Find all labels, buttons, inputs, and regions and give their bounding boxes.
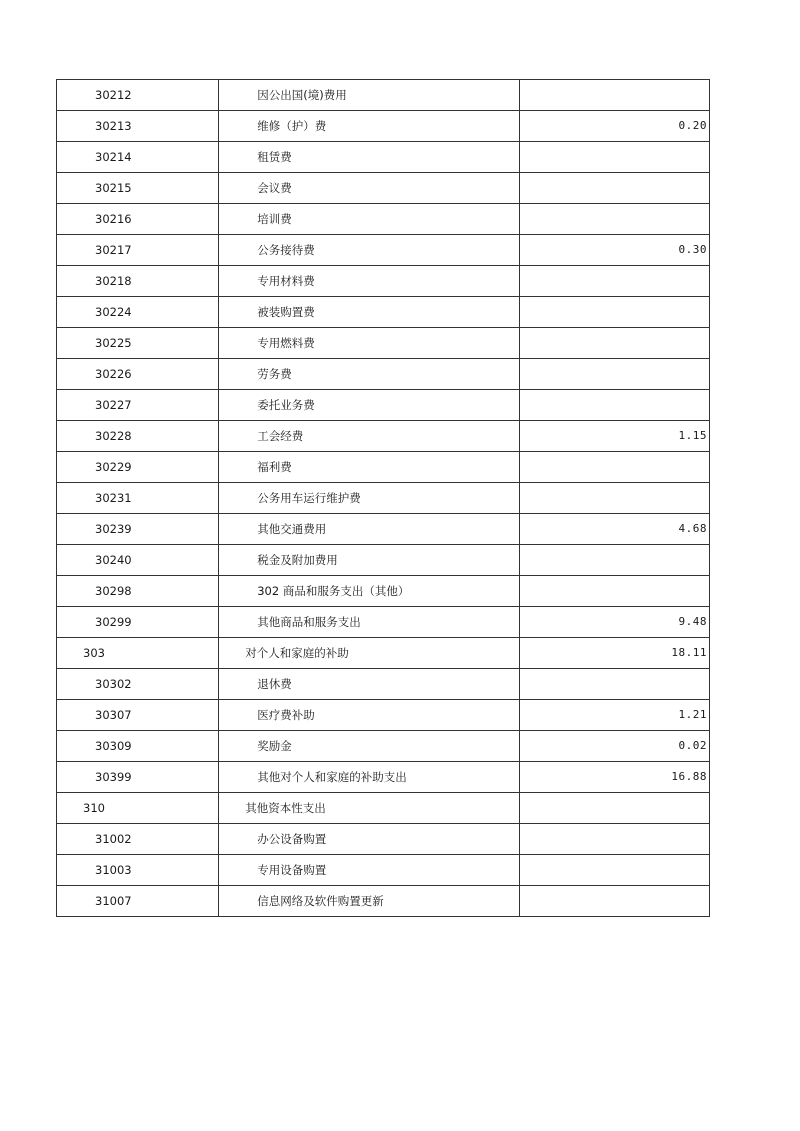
- amount-cell: [519, 483, 709, 514]
- amount-cell: [519, 886, 709, 917]
- account-code-cell: 310: [57, 793, 219, 824]
- amount-cell: [519, 80, 709, 111]
- account-code-cell: 30299: [57, 607, 219, 638]
- table-row: [57, 483, 710, 514]
- account-code-cell: 30225: [57, 328, 219, 359]
- table-row: [57, 545, 710, 576]
- table-row: [57, 266, 710, 297]
- table-row: [57, 793, 710, 824]
- table-row: [57, 359, 710, 390]
- account-code-cell: 30212: [57, 80, 219, 111]
- amount-cell: 4.68: [519, 514, 709, 545]
- account-name-cell: 对个人和家庭的补助: [219, 638, 519, 669]
- table-row: [57, 235, 710, 266]
- account-name-cell: 被装购置费: [219, 297, 519, 328]
- amount-cell: [519, 452, 709, 483]
- amount-cell: [519, 328, 709, 359]
- account-code-cell: 30226: [57, 359, 219, 390]
- table-row: [57, 421, 710, 452]
- table-row: [57, 700, 710, 731]
- table-row: [57, 762, 710, 793]
- account-name-cell: 培训费: [219, 204, 519, 235]
- amount-cell: 0.20: [519, 111, 709, 142]
- account-code-cell: 30307: [57, 700, 219, 731]
- account-name-cell: 办公设备购置: [219, 824, 519, 855]
- account-code-cell: 31002: [57, 824, 219, 855]
- account-code-cell: 30216: [57, 204, 219, 235]
- table-row: [57, 669, 710, 700]
- account-code-cell: 30217: [57, 235, 219, 266]
- account-name-cell: 会议费: [219, 173, 519, 204]
- account-name-cell: 维修（护）费: [219, 111, 519, 142]
- table-row: [57, 204, 710, 235]
- amount-cell: [519, 266, 709, 297]
- amount-cell: [519, 855, 709, 886]
- account-name-cell: 公务用车运行维护费: [219, 483, 519, 514]
- account-name-cell: 因公出国(境)费用: [219, 80, 519, 111]
- amount-cell: [519, 669, 709, 700]
- account-name-cell: 租赁费: [219, 142, 519, 173]
- account-name-cell: 其他资本性支出: [219, 793, 519, 824]
- table-row: [57, 328, 710, 359]
- table-row: [57, 607, 710, 638]
- amount-cell: [519, 824, 709, 855]
- amount-cell: 1.21: [519, 700, 709, 731]
- account-code-cell: 30213: [57, 111, 219, 142]
- account-code-cell: 30240: [57, 545, 219, 576]
- amount-cell: [519, 297, 709, 328]
- account-code-cell: 303: [57, 638, 219, 669]
- amount-cell: 9.48: [519, 607, 709, 638]
- account-name-cell: 工会经费: [219, 421, 519, 452]
- table-row: [57, 297, 710, 328]
- amount-cell: 0.30: [519, 235, 709, 266]
- table-row: [57, 390, 710, 421]
- account-name-cell: 劳务费: [219, 359, 519, 390]
- table-row: [57, 80, 710, 111]
- account-name-cell: 其他商品和服务支出: [219, 607, 519, 638]
- table-row: [57, 886, 710, 917]
- account-code-cell: 30239: [57, 514, 219, 545]
- table-row: [57, 452, 710, 483]
- account-code-cell: 30215: [57, 173, 219, 204]
- table-row: [57, 824, 710, 855]
- account-code-cell: 30214: [57, 142, 219, 173]
- table-body: [57, 80, 710, 917]
- amount-cell: [519, 204, 709, 235]
- account-name-cell: 其他对个人和家庭的补助支出: [219, 762, 519, 793]
- account-name-cell: 专用燃料费: [219, 328, 519, 359]
- account-code-cell: 30399: [57, 762, 219, 793]
- amount-cell: [519, 793, 709, 824]
- amount-cell: 18.11: [519, 638, 709, 669]
- account-code-cell: 30231: [57, 483, 219, 514]
- account-name-cell: 退休费: [219, 669, 519, 700]
- account-name-cell: 税金及附加费用: [219, 545, 519, 576]
- account-name-cell: 医疗费补助: [219, 700, 519, 731]
- table-row: [57, 576, 710, 607]
- amount-cell: [519, 359, 709, 390]
- expenditure-table: [56, 79, 710, 917]
- amount-cell: [519, 576, 709, 607]
- account-name-cell: 公务接待费: [219, 235, 519, 266]
- account-code-cell: 30229: [57, 452, 219, 483]
- amount-cell: 0.02: [519, 731, 709, 762]
- table-row: [57, 855, 710, 886]
- account-code-cell: 30302: [57, 669, 219, 700]
- account-name-cell: 奖励金: [219, 731, 519, 762]
- account-name-cell: 委托业务费: [219, 390, 519, 421]
- account-code-cell: 30227: [57, 390, 219, 421]
- account-code-cell: 30309: [57, 731, 219, 762]
- account-name-cell: 302 商品和服务支出（其他）: [219, 576, 519, 607]
- amount-cell: 16.88: [519, 762, 709, 793]
- amount-cell: [519, 173, 709, 204]
- table-row: [57, 731, 710, 762]
- account-code-cell: 31003: [57, 855, 219, 886]
- table-row: [57, 111, 710, 142]
- account-name-cell: 专用设备购置: [219, 855, 519, 886]
- table-row: [57, 173, 710, 204]
- account-code-cell: 30298: [57, 576, 219, 607]
- table-row: [57, 638, 710, 669]
- table-row: [57, 514, 710, 545]
- amount-cell: 1.15: [519, 421, 709, 452]
- account-code-cell: 31007: [57, 886, 219, 917]
- account-name-cell: 专用材料费: [219, 266, 519, 297]
- account-name-cell: 福利费: [219, 452, 519, 483]
- account-name-cell: 其他交通费用: [219, 514, 519, 545]
- account-name-cell: 信息网络及软件购置更新: [219, 886, 519, 917]
- amount-cell: [519, 545, 709, 576]
- amount-cell: [519, 142, 709, 173]
- account-code-cell: 30228: [57, 421, 219, 452]
- account-code-cell: 30224: [57, 297, 219, 328]
- account-code-cell: 30218: [57, 266, 219, 297]
- table-row: [57, 142, 710, 173]
- amount-cell: [519, 390, 709, 421]
